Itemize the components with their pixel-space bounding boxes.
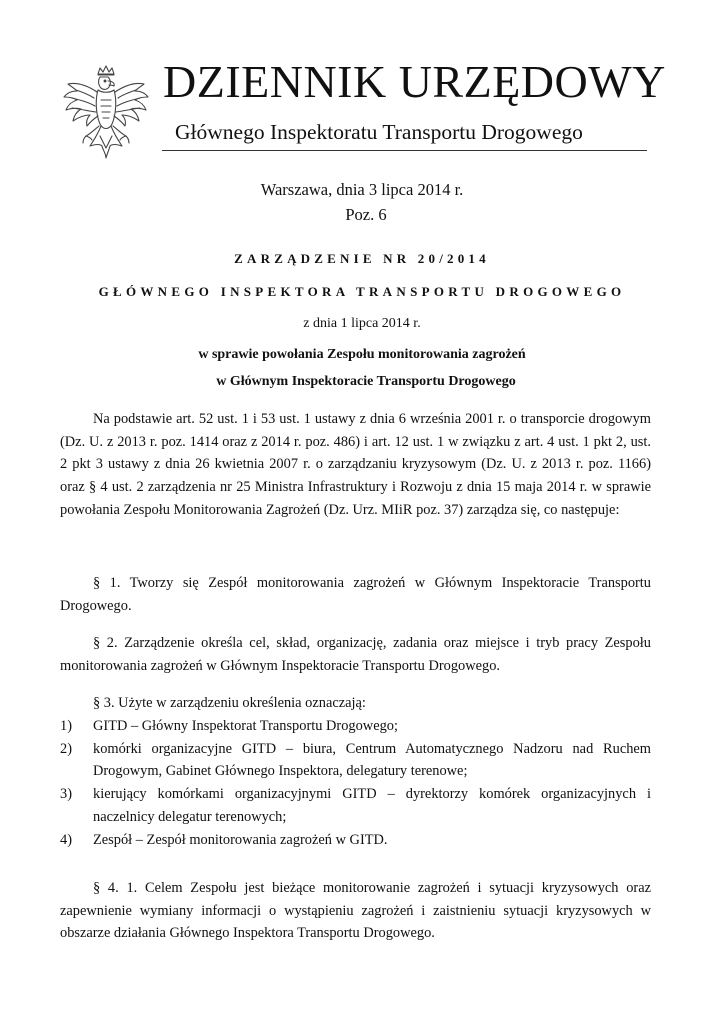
list-item-number: 2) xyxy=(60,740,72,757)
paragraph-4 xyxy=(60,877,651,945)
order-subject-line-2: w Głównym Inspektoracie Transportu Drogowego xyxy=(216,374,516,389)
list-item-text: kierujący komórkami organizacyjnymi GITD – dyrektorzy komórek organizacyjnych i naczelnicy delegatur terenowych; xyxy=(93,786,651,825)
order-title: ZARZĄDZENIE NR 20/2014 xyxy=(234,251,490,266)
list-item xyxy=(60,715,651,738)
paragraph-4-text: § 4. 1. Celem Zespołu jest bieżące monitorowanie zagrożeń i sytuacji kryzysowych oraz zapewnienie wymiany informacji o wystąpieniu zagrożeń i zaistnieniu sytuacji kryzysowych w obszarze działania Głównego Inspektora Transportu Drogowego. xyxy=(60,880,651,942)
list-item xyxy=(60,738,651,783)
list-item-number: 1) xyxy=(60,718,72,734)
list-item xyxy=(60,829,651,852)
list-item-number: 4) xyxy=(60,831,72,848)
position-number: Poz. 6 xyxy=(345,205,387,224)
order-authority: GŁÓWNEGO INSPEKTORA TRANSPORTU DROGOWEGO xyxy=(98,284,626,299)
list-item-number: 3) xyxy=(60,786,72,803)
journal-title: DZIENNIK URZĘDOWY xyxy=(163,56,666,107)
legal-basis-paragraph xyxy=(60,408,651,522)
paragraph-2-text: § 2. Zarządzenie określa cel, skład, organizację, zadania oraz miejsce i tryb pracy Zespołu monitorowania zagrożeń w Głównym Inspektoracie Transportu Drogowego. xyxy=(60,635,651,674)
paragraph-1-text: § 1. Tworzy się Zespół monitorowania zagrożeń w Głównym Inspektoracie Transportu Drogowego. xyxy=(60,575,651,614)
masthead-divider xyxy=(162,150,647,151)
place-date: Warszawa, dnia 3 lipca 2014 r. xyxy=(260,180,464,199)
paragraph-1 xyxy=(60,572,651,617)
order-subject-line-1: w sprawie powołania Zespołu monitorowania zagrożeń xyxy=(198,347,526,362)
paragraph-3 xyxy=(60,692,651,715)
masthead xyxy=(160,54,708,146)
list-item xyxy=(60,783,651,828)
intro-text: Na podstawie art. 52 ust. 1 i 53 ust. 1 ustawy z dnia 6 września 2001 r. o transporcie drogowym (Dz. U. z 2013 r. poz. 1414 oraz z 2014 r. poz. 486) i art. 12 ust. 1 w związku z art. 4 ust. 1 pkt 2, ust. 2 pkt 3 ustawy z dnia 26 kwietnia 2007 r. o zarządzaniu kryzysowym (Dz. U. z 2013 r. poz. 1166) oraz § 4 ust. 2 zarządzenia nr 25 Ministra Infrastruktury i Rozwoju z dnia 15 maja 2014 r. w sprawie powołania Zespołu Monitorowania Zagrożeń (Dz. Urz. MIiR poz. 37) zarządza się, co następuje: xyxy=(60,411,651,518)
list-item-text: Zespół – Zespół monitorowania zagrożeń w GITD. xyxy=(93,831,388,848)
order-date: z dnia 1 lipca 2014 r. xyxy=(303,316,421,331)
masthead-header xyxy=(60,54,666,169)
definitions-list xyxy=(60,715,651,851)
polish-eagle-emblem-icon xyxy=(60,60,152,166)
list-item-text: komórki organizacyjne GITD – biura, Centrum Automatycznego Nadzoru nad Ruchem Drogowym, Gabinet Głównego Inspektora, delegatury terenowe; xyxy=(93,740,651,780)
paragraph-3-text: § 3. Użyte w zarządzeniu określenia oznaczają: xyxy=(93,695,366,711)
journal-subtitle: Głównego Inspektoratu Transportu Drogowego xyxy=(175,120,583,144)
list-item-text: GITD – Główny Inspektorat Transportu Drogowego; xyxy=(93,718,398,734)
paragraph-2 xyxy=(60,632,651,677)
